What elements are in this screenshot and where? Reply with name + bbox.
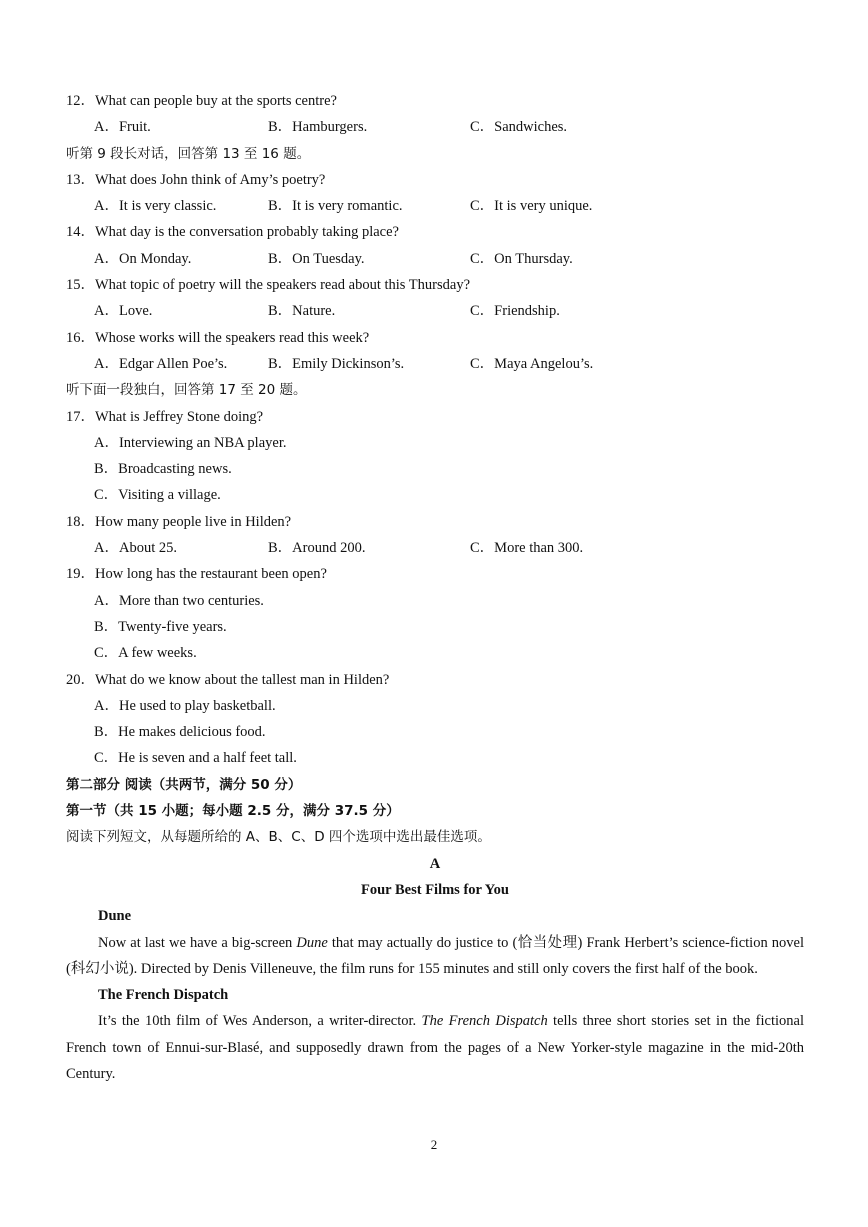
option-b: B．Hamburgers.	[268, 119, 368, 136]
option-c: C．Visiting a village.	[94, 487, 221, 504]
options-13	[66, 193, 804, 219]
option-a: A．Love.	[94, 303, 153, 320]
reading-instruction: 阅读下列短文，从每题所给的 A、B、C、D 四个选项中选出最佳选项。	[66, 829, 491, 846]
question-17: 17．What is Jeffrey Stone doing?	[66, 408, 264, 425]
question-14: 14．What day is the conversation probably taking place?	[66, 224, 399, 241]
option-c: C．On Thursday.	[470, 250, 573, 267]
option-b: B．It is very romantic.	[268, 198, 403, 215]
film-2-italic-title: The French Dispatch	[421, 1013, 548, 1030]
film-1-text: Now at last we have a big-screen	[98, 934, 297, 951]
passage-title: Four Best Films for You	[361, 881, 509, 898]
film-1-text-rest: that may actually do justice to (恰当处理) Frank Herbert’s science-fiction novel (科幻小说). Directed by Denis Villeneuve, the film runs for 155 minutes and still only covers the first half of the book.	[66, 934, 804, 977]
film-2-text: It’s the 10th film of Wes Anderson, a writer-director.	[98, 1013, 422, 1030]
option-b: B．Emily Dickinson’s.	[268, 355, 405, 372]
option-b: B．He makes delicious food.	[94, 724, 266, 741]
option-a: A．He used to play basketball.	[94, 697, 276, 714]
question-12: 12．What can people buy at the sports centre?	[66, 93, 337, 109]
options-18	[66, 535, 804, 561]
question-16: 16．Whose works will the speakers read this week?	[66, 329, 370, 346]
section-1-heading: 第一节（共 15 小题；每小题 2.5 分，满分 37.5 分）	[66, 803, 400, 820]
instruction-dialogue-9: 听第 9 段长对话，回答第 13 至 16 题。	[66, 145, 311, 162]
options-12	[66, 114, 804, 140]
page-number: 2	[430, 1137, 438, 1152]
option-a: A．Fruit.	[94, 119, 151, 136]
options-16	[66, 351, 804, 377]
option-a: A．Edgar Allen Poe’s.	[94, 355, 228, 372]
option-b: B．Nature.	[268, 303, 336, 320]
option-c: C．A few weeks.	[94, 645, 197, 662]
film-1-title: Dune	[98, 908, 132, 925]
option-c: C．He is seven and a half feet tall.	[94, 750, 297, 767]
film-2-text-rest: tells three short stories set in the fictional French town of Ennui-sur-Blasé, and supposedly drawn from the pages of a New Yorker-style magazine in the mid-20th Century.	[66, 1013, 804, 1082]
question-20: 20．What do we know about the tallest man in Hilden?	[66, 671, 390, 688]
question-18: 18．How many people live in Hilden?	[66, 513, 292, 530]
options-14	[66, 246, 804, 272]
film-2-title: The French Dispatch	[98, 987, 229, 1004]
option-a: A．Interviewing an NBA player.	[94, 434, 287, 451]
document-page	[66, 88, 804, 1087]
film-1-paragraph	[66, 930, 804, 983]
option-b: B．Twenty-five years.	[94, 618, 227, 635]
option-a: A．More than two centuries.	[94, 592, 264, 609]
film-1-italic-title: Dune	[296, 934, 328, 951]
option-c: C．Maya Angelou’s.	[470, 355, 594, 372]
question-19: 19．How long has the restaurant been open?	[66, 566, 327, 583]
option-b: B．Broadcasting news.	[94, 461, 232, 478]
option-a: A．It is very classic.	[94, 198, 217, 215]
option-c: C．More than 300.	[470, 540, 584, 557]
options-15	[66, 298, 804, 324]
option-a: A．About 25.	[94, 540, 177, 557]
option-c: C．Friendship.	[470, 303, 560, 320]
passage-letter: A	[429, 855, 441, 872]
option-b: B．Around 200.	[268, 540, 366, 557]
option-a: A．On Monday.	[94, 250, 192, 267]
instruction-monologue: 听下面一段独白，回答第 17 至 20 题。	[66, 382, 307, 399]
question-15: 15．What topic of poetry will the speakers read about this Thursday?	[66, 277, 471, 294]
film-2-paragraph	[66, 1008, 804, 1087]
part-2-heading: 第二部分 阅读（共两节，满分 50 分）	[66, 776, 302, 793]
option-b: B．On Tuesday.	[268, 250, 365, 267]
question-13: 13．What does John think of Amy’s poetry?	[66, 171, 326, 188]
option-c: C．It is very unique.	[470, 198, 593, 215]
option-c: C．Sandwiches.	[470, 119, 568, 136]
